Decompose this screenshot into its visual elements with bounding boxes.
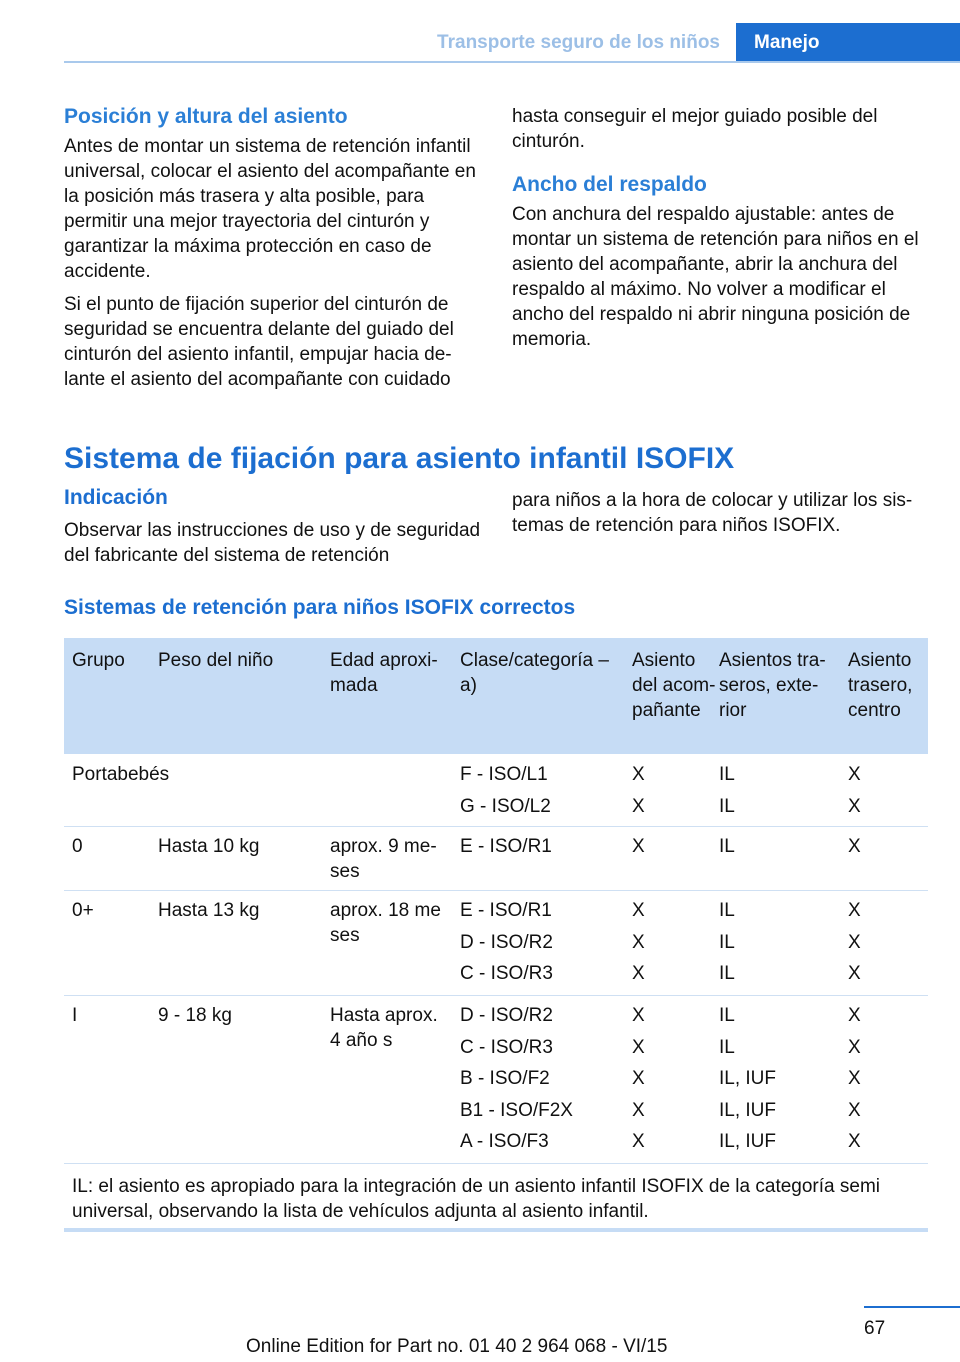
paragraph: Con anchura del respaldo ajustable: antes de montar un sistema de retención para niños en el asiento del acompañante, abrir la anchura del respaldo al máximo. No volver a modificar el ancho del respaldo ni abrir ninguna posición de memoria.: [512, 204, 919, 350]
right-column: [512, 104, 928, 360]
table-cell-grupo: Portabebés: [72, 764, 170, 785]
table-cell-centro: X: [848, 836, 861, 857]
table-cell-clase: B1 - ISO/F2X: [460, 1099, 573, 1121]
table-cell-exterior: IL: [719, 931, 735, 953]
section-title: Sistema de fijación para asiento infantil ISOFIX: [64, 442, 735, 475]
table-cell-clase: F - ISO/L1: [460, 764, 548, 785]
row-divider: [64, 1163, 928, 1164]
table-cell-clase: A - ISO/F3: [460, 1131, 549, 1152]
header-cell-exterior: Asientos traseros, exterior: [719, 650, 826, 721]
table-cell-acomp: X: [632, 1036, 645, 1058]
table-cell-centro: X: [848, 900, 861, 921]
table-cell-centro: X: [848, 795, 861, 817]
edition-info: Online Edition for Part no. 01 40 2 964 068 - VI/15: [246, 1336, 668, 1357]
table-cell-exterior: IL: [719, 1005, 735, 1026]
table-cell-clase: D - ISO/R2: [460, 931, 553, 953]
table-cell-acomp: X: [632, 1131, 645, 1152]
note-heading: Indicación: [64, 486, 168, 509]
header-cell-centro: Asiento trasero, centro: [848, 650, 913, 721]
table-cell-acomp: X: [632, 836, 645, 857]
table-cell-acomp: X: [632, 764, 645, 785]
table-cell-clase: E - ISO/R1: [460, 900, 552, 921]
table-cell-clase: B - ISO/F2: [460, 1068, 550, 1089]
table-cell-edad: Hasta aprox. 4 año s: [330, 1005, 438, 1051]
table-cell-exterior: IL: [719, 795, 735, 817]
table-cell-exterior: IL, IUF: [719, 1099, 777, 1121]
table-cell-exterior: IL, IUF: [719, 1131, 777, 1152]
table-cell-peso: 9 - 18 kg: [158, 1005, 232, 1026]
table-cell-exterior: IL, IUF: [719, 1068, 777, 1089]
table-cell-centro: X: [848, 1099, 861, 1121]
header-cell-acomp: Asiento del acompañante: [632, 650, 716, 721]
breadcrumb: Transporte seguro de los niños: [437, 32, 720, 53]
table-cell-centro: X: [848, 764, 861, 785]
table-cell-clase: C - ISO/R3: [460, 1036, 553, 1058]
table-cell-acomp: X: [632, 1068, 645, 1089]
table-cell-edad: aprox. 9 meses: [330, 836, 437, 882]
table-cell-acomp: X: [632, 795, 645, 817]
table-cell-exterior: IL: [719, 836, 735, 857]
table-footnote: IL: el asiento es apropiado para la integración de un asiento infantil ISOFIX de la categoría semi universal, observando la lista de vehículos adjunta al asiento infantil.: [72, 1176, 880, 1222]
header-cell-grupo: Grupo: [72, 650, 125, 671]
table-cell-acomp: X: [632, 1099, 645, 1121]
table-cell-acomp: X: [632, 963, 645, 984]
row-divider: [64, 890, 928, 891]
table-cell-centro: X: [848, 1131, 861, 1152]
table-cell-centro: X: [848, 1068, 861, 1089]
row-divider: [64, 995, 928, 996]
chapter-tab[interactable]: Manejo: [736, 23, 960, 62]
table-cell-exterior: IL: [719, 1036, 735, 1058]
table-title: Sistemas de retención para niños ISOFIX correctos: [64, 596, 576, 619]
table-cell-acomp: X: [632, 931, 645, 953]
left-column: [64, 104, 484, 400]
header-cell-edad: Edad aproximada: [330, 650, 438, 696]
paragraph: Si el punto de fijación superior del cinturón de seguridad se encuentra delante del guiado del cinturón del asiento infantil, empujar hacia delante el asiento del acompañante con cuidado: [64, 294, 454, 390]
table-cell-centro: X: [848, 1036, 861, 1058]
note-left: Observar las instrucciones de uso y de seguridad del fabricante del sistema de retención: [64, 520, 481, 566]
table-cell-clase: D - ISO/R2: [460, 1005, 553, 1026]
page-number: 67: [864, 1318, 886, 1339]
table-bottom-bar: [64, 1228, 928, 1232]
table-cell-acomp: X: [632, 1005, 645, 1026]
header-cell-clase: Clase/categoría – a): [460, 650, 609, 696]
table-cell-grupo: 0: [72, 836, 83, 857]
table-cell-clase: E - ISO/R1: [460, 836, 552, 857]
page-number-rule: [864, 1306, 960, 1308]
table-cell-centro: X: [848, 963, 861, 984]
header-divider: [64, 61, 960, 63]
table-cell-acomp: X: [632, 900, 645, 921]
table-cell-clase: G - ISO/L2: [460, 795, 551, 817]
table-cell-edad: aprox. 18 me ses: [330, 900, 441, 946]
heading-seat-position: Posición y altura del asiento: [64, 105, 348, 128]
table-cell-clase: C - ISO/R3: [460, 963, 553, 984]
table-cell-exterior: IL: [719, 900, 735, 921]
paragraph: Antes de montar un sistema de retención infantil universal, colocar el asiento del acompañante en la posición más trasera y alta posible, para permitir una mejor trayectoria del cinturón y garantizar la máxima protección en caso de accidente.: [64, 136, 476, 282]
table-cell-centro: X: [848, 1005, 861, 1026]
table-cell-centro: X: [848, 931, 861, 953]
table-cell-grupo: I: [72, 1005, 78, 1026]
header-cell-peso: Peso del niño: [158, 650, 274, 671]
heading-backrest-width: Ancho del respaldo: [512, 173, 707, 196]
table-cell-peso: Hasta 13 kg: [158, 900, 260, 921]
paragraph: hasta conseguir el mejor guiado posible del cinturón.: [512, 106, 878, 152]
table-cell-exterior: IL: [719, 764, 735, 785]
table-cell-grupo: 0+: [72, 900, 94, 921]
note-right: para niños a la hora de colocar y utilizar los sistemas de retención para niños ISOFIX.: [512, 490, 913, 536]
table-cell-exterior: IL: [719, 963, 735, 984]
table-cell-peso: Hasta 10 kg: [158, 836, 260, 857]
row-divider: [64, 826, 928, 827]
